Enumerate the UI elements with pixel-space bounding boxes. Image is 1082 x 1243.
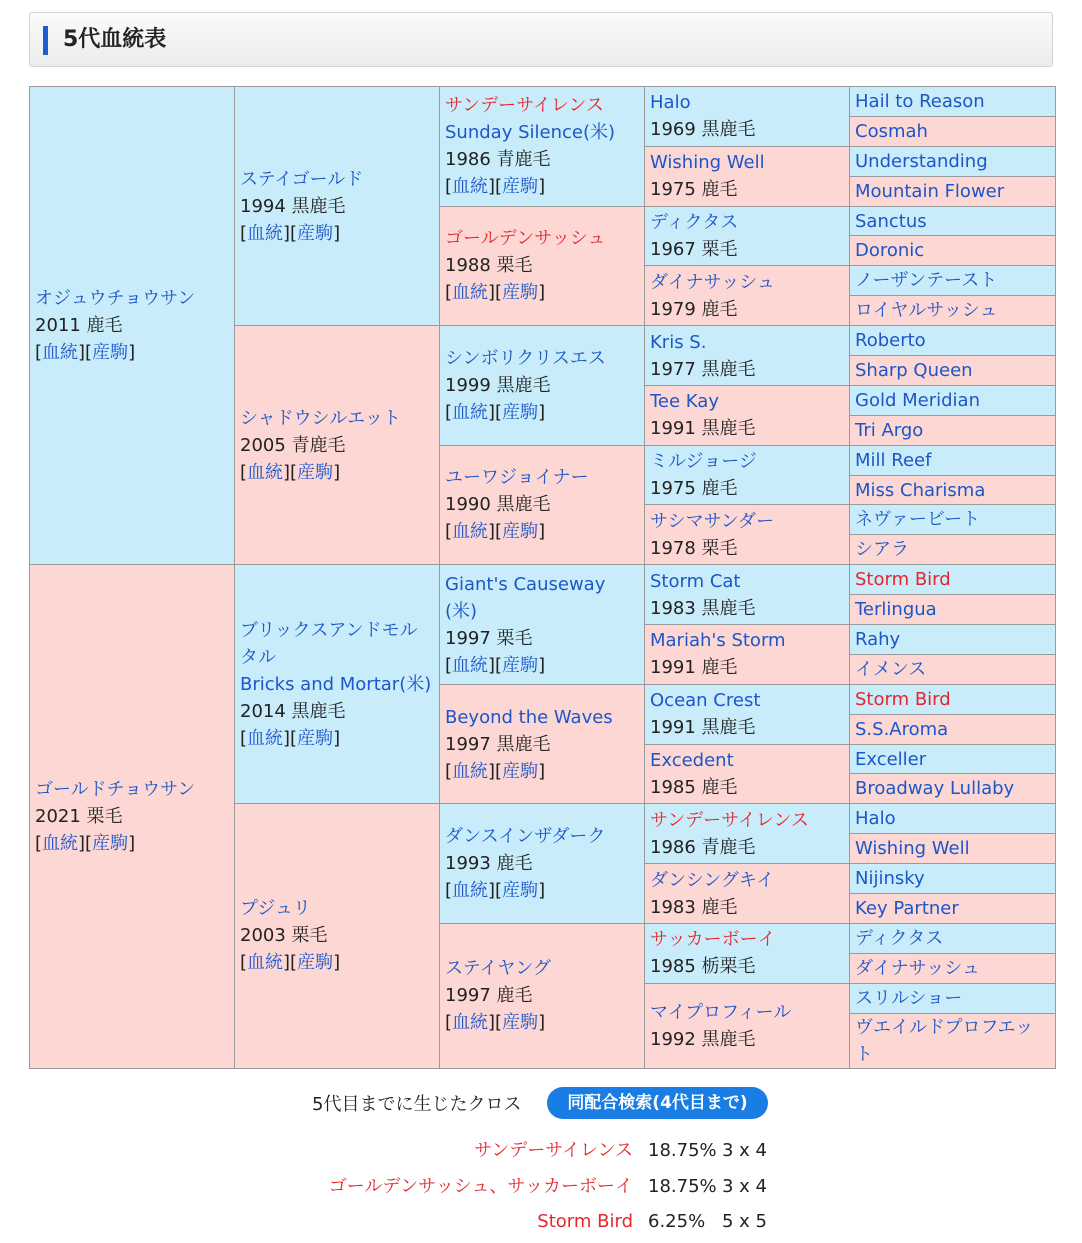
offspring-link[interactable]: 産駒 [502, 282, 539, 304]
horse-cell-g4 [645, 983, 850, 1068]
horse-birth-color: 1977 黒鹿毛 [650, 358, 756, 380]
horse-cell-g5 [850, 804, 1056, 834]
pedigree-link[interactable]: 血統 [452, 654, 489, 676]
horse-birth-color: 1993 鹿毛 [445, 853, 533, 875]
pedigree-link[interactable]: 血統 [452, 760, 489, 782]
horse-birth-color: 1992 黒鹿毛 [650, 1028, 756, 1050]
horse-name-link[interactable]: シアラ [855, 539, 909, 561]
horse-name-link[interactable]: Terlingua [855, 599, 937, 621]
pedigree-link[interactable]: 血統 [452, 521, 489, 543]
pedigree-link[interactable]: 血統 [452, 880, 489, 902]
cross-label: 5代目までに生じたクロス [312, 1094, 522, 1115]
horse-name-link[interactable]: Nijinsky [855, 868, 925, 890]
pedigree-row [30, 565, 1056, 595]
offspring-link[interactable]: 産駒 [297, 461, 334, 483]
offspring-link[interactable]: 産駒 [502, 880, 539, 902]
horse-name-link[interactable]: ゴールドチョウサン [35, 778, 196, 800]
horse-cell-g3 [440, 565, 645, 685]
horse-name-link[interactable]: ステイゴールド [240, 168, 364, 190]
horse-name-link[interactable]: Storm Bird [855, 569, 951, 591]
horse-name-link[interactable]: S.S.Aroma [855, 718, 949, 740]
bracket: ][ [78, 832, 93, 854]
horse-cell-g2 [235, 87, 440, 326]
bracket: [ [240, 222, 248, 244]
horse-birth-color: 1975 鹿毛 [650, 179, 738, 201]
offspring-link[interactable]: 産駒 [502, 654, 539, 676]
horse-cell-g5 [850, 654, 1056, 684]
horse-birth-color: 2003 栗毛 [240, 925, 328, 947]
horse-birth-color: 1967 栗毛 [650, 238, 738, 260]
horse-cell-g1 [30, 87, 235, 565]
pedigree-offspring-links [445, 652, 639, 679]
horse-name-en-link[interactable]: Sunday Silence(米) [445, 122, 615, 144]
cross-percent: 6.25% [648, 1211, 706, 1232]
horse-cell-g5 [850, 475, 1056, 505]
horse-name-link[interactable]: ダイナサッシュ [855, 957, 980, 979]
horse-cell-g5 [850, 1013, 1056, 1068]
horse-birth-color: 1983 鹿毛 [650, 896, 738, 918]
horse-cell-g4 [645, 684, 850, 744]
bracket: ] [333, 222, 341, 244]
bracket: [ [445, 401, 453, 423]
pedigree-offspring-links [445, 279, 639, 306]
horse-cell-g5 [850, 385, 1056, 415]
offspring-link[interactable]: 産駒 [502, 521, 539, 543]
horse-birth-color: 2021 栗毛 [35, 805, 123, 827]
horse-name-link[interactable]: Exceller [855, 748, 927, 770]
bracket: [ [240, 461, 248, 483]
horse-cell-g5 [850, 894, 1056, 924]
horse-name-link[interactable]: Sharp Queen [855, 359, 973, 381]
horse-cell-g5 [850, 505, 1056, 535]
pedigree-offspring-links [240, 725, 434, 752]
horse-name-link[interactable]: Rahy [855, 628, 901, 650]
pedigree-link[interactable]: 血統 [247, 222, 284, 244]
bracket: ] [538, 521, 546, 543]
horse-cell-g5 [850, 326, 1056, 356]
pedigree-offspring-links [35, 339, 229, 366]
horse-birth-color: 1991 黒鹿毛 [650, 418, 756, 440]
pedigree-offspring-links [445, 877, 639, 904]
horse-cell-g5 [850, 983, 1056, 1013]
horse-cell-g5 [850, 595, 1056, 625]
pedigree-link[interactable]: 血統 [452, 282, 489, 304]
bracket: [ [445, 654, 453, 676]
horse-cell-g3 [440, 684, 645, 804]
pedigree-offspring-links [445, 399, 639, 426]
horse-name-link[interactable]: サッカーボーイ [650, 929, 776, 951]
bracket: ][ [488, 401, 503, 423]
bracket: ] [333, 727, 341, 749]
pedigree-offspring-links [35, 830, 229, 857]
bracket: [ [445, 176, 453, 198]
bracket: [ [35, 342, 43, 364]
horse-name-link[interactable]: Hail to Reason [855, 90, 985, 112]
bracket: ][ [283, 727, 298, 749]
horse-cell-g5 [850, 834, 1056, 864]
horse-cell-g5 [850, 146, 1056, 176]
bracket: ] [128, 342, 136, 364]
pedigree-link[interactable]: 血統 [42, 342, 79, 364]
horse-cell-g5 [850, 744, 1056, 774]
bracket: ] [538, 654, 546, 676]
horse-name-link[interactable]: Tri Argo [855, 419, 924, 441]
pedigree-link[interactable]: 血統 [42, 832, 79, 854]
horse-birth-color: 1991 黒鹿毛 [650, 717, 756, 739]
pedigree-offspring-links [445, 758, 639, 785]
horse-cell-g4 [645, 385, 850, 445]
offspring-link[interactable]: 産駒 [502, 401, 539, 423]
offspring-link[interactable]: 産駒 [92, 832, 129, 854]
horse-name-link[interactable]: シャドウシルエット [240, 407, 401, 429]
horse-birth-color: 2005 青鹿毛 [240, 434, 346, 456]
bracket: [ [445, 521, 453, 543]
same-cross-search-button[interactable]: 同配合検索(4代目まで) [547, 1087, 768, 1119]
pedigree-offspring-links [445, 173, 639, 200]
horse-name-link[interactable]: ネヴァービート [855, 509, 981, 531]
horse-birth-color: 1994 黒鹿毛 [240, 195, 346, 217]
bracket: [ [35, 832, 43, 854]
horse-name-link[interactable]: ダンシングキイ [650, 869, 775, 891]
horse-name-link[interactable]: ゴールデンサッシュ [445, 228, 606, 250]
horse-cell-g5 [850, 535, 1056, 565]
horse-cell-g4 [645, 266, 850, 326]
horse-cell-g4 [645, 87, 850, 147]
cross-horse-name: Storm Bird [537, 1211, 633, 1232]
horse-cell-g3 [440, 445, 645, 565]
horse-cell-g4 [645, 505, 850, 565]
bracket: ][ [283, 952, 298, 974]
horse-name-link[interactable]: Sanctus [855, 210, 927, 232]
horse-name-link[interactable]: Gold Meridian [855, 389, 980, 411]
horse-cell-g5 [850, 714, 1056, 744]
horse-birth-color: 1991 鹿毛 [650, 657, 738, 679]
bracket: [ [445, 880, 453, 902]
horse-cell-g5 [850, 565, 1056, 595]
pedigree-link[interactable]: 血統 [247, 727, 284, 749]
horse-cell-g5 [850, 625, 1056, 655]
horse-cell-g1 [30, 565, 235, 1068]
horse-name-link[interactable]: ロイヤルサッシュ [855, 300, 998, 322]
pedigree-offspring-links [240, 459, 434, 486]
cross-percent: 18.75% [648, 1140, 717, 1161]
horse-name-link[interactable]: マイプロフィール [650, 1001, 792, 1023]
horse-name-link[interactable]: サシマサンダー [650, 510, 775, 532]
bracket: ][ [78, 342, 93, 364]
horse-birth-color: 1986 青鹿毛 [650, 836, 756, 858]
horse-name-link[interactable]: ダンスインザダーク [445, 826, 606, 848]
bracket: ][ [488, 654, 503, 676]
bracket: ] [333, 461, 341, 483]
cross-generation: 5 x 5 [722, 1211, 767, 1232]
horse-name-link[interactable]: ディクタス [855, 927, 944, 949]
offspring-link[interactable]: 産駒 [92, 342, 129, 364]
offspring-link[interactable]: 産駒 [502, 1012, 539, 1034]
horse-name-link[interactable]: Storm Cat [650, 570, 741, 592]
horse-name-en-link[interactable]: Bricks and Mortar(米) [240, 673, 432, 695]
horse-name-link[interactable]: ダイナサッシュ [650, 271, 775, 293]
pedigree-link[interactable]: 血統 [452, 1012, 489, 1034]
bracket: ] [538, 880, 546, 902]
horse-birth-color: 2011 鹿毛 [35, 315, 123, 337]
horse-name-link[interactable]: Miss Charisma [855, 479, 986, 501]
horse-cell-g3 [440, 804, 645, 924]
horse-name-link[interactable]: Kris S. [650, 331, 707, 353]
bracket: ][ [488, 1012, 503, 1034]
bracket: ][ [488, 176, 503, 198]
horse-cell-g2 [235, 565, 440, 804]
horse-birth-color: 1997 栗毛 [445, 627, 533, 649]
horse-cell-g3 [440, 206, 645, 326]
horse-name-link[interactable]: サンデーサイレンス [650, 809, 809, 831]
horse-cell-g4 [645, 565, 850, 625]
horse-birth-color: 1990 黒鹿毛 [445, 494, 551, 516]
bracket: ] [128, 832, 136, 854]
horse-name-link[interactable]: Halo [855, 808, 896, 830]
horse-cell-g3 [440, 87, 645, 207]
horse-birth-color: 1986 青鹿毛 [445, 149, 551, 171]
bracket: ] [538, 760, 546, 782]
horse-name-link[interactable]: ミルジョージ [650, 451, 757, 473]
horse-name-link[interactable]: ヴエイルドプロフエット [855, 1016, 1034, 1065]
horse-cell-g4 [645, 923, 850, 983]
horse-name-link[interactable]: ユーワジョイナー [445, 467, 589, 489]
pedigree-offspring-links [445, 518, 639, 545]
page-title: 5代血統表 [63, 27, 167, 52]
cross-generation: 3 x 4 [722, 1140, 767, 1161]
horse-cell-g4 [645, 146, 850, 206]
horse-name-link[interactable]: Mariah's Storm [650, 630, 786, 652]
horse-name-link[interactable]: Storm Bird [855, 688, 951, 710]
cross-horse-name: サンデーサイレンス [474, 1140, 633, 1161]
bracket: ] [538, 176, 546, 198]
pedigree-link[interactable]: 血統 [452, 176, 489, 198]
horse-name-link[interactable]: Giant's Causeway (米) [445, 573, 606, 622]
horse-name-link[interactable]: ノーザンテースト [855, 270, 998, 292]
horse-birth-color: 1985 鹿毛 [650, 776, 738, 798]
horse-cell-g5 [850, 266, 1056, 296]
cross-row [0, 1137, 1082, 1165]
horse-cell-g4 [645, 744, 850, 804]
bracket: ][ [283, 461, 298, 483]
horse-name-link[interactable]: オジュウチョウサン [35, 288, 196, 310]
horse-birth-color: 1985 栃栗毛 [650, 956, 756, 978]
horse-cell-g5 [850, 116, 1056, 146]
pedigree-table [29, 86, 1056, 1069]
horse-name-link[interactable]: Excedent [650, 749, 734, 771]
section-header [29, 12, 1053, 67]
horse-name-link[interactable]: Tee Kay [650, 391, 719, 413]
horse-name-link[interactable]: Broadway Lullaby [855, 778, 1015, 800]
pedigree-link[interactable]: 血統 [247, 461, 284, 483]
horse-name-link[interactable]: シンボリクリスエス [445, 347, 606, 369]
horse-name-link[interactable]: Cosmah [855, 120, 928, 142]
horse-birth-color: 1983 黒鹿毛 [650, 597, 756, 619]
cross-percent: 18.75% [648, 1176, 717, 1197]
horse-name-link[interactable]: Roberto [855, 330, 926, 352]
bracket: ] [538, 401, 546, 423]
bracket: ][ [488, 760, 503, 782]
cross-row [0, 1208, 1082, 1236]
horse-birth-color: 1969 黒鹿毛 [650, 119, 756, 141]
horse-name-link[interactable]: Mill Reef [855, 449, 932, 471]
horse-cell-g5 [850, 923, 1056, 953]
offspring-link[interactable]: 産駒 [502, 760, 539, 782]
horse-name-link[interactable]: ディクタス [650, 211, 739, 233]
bracket: ][ [488, 282, 503, 304]
horse-cell-g2 [235, 804, 440, 1068]
bracket: ][ [488, 521, 503, 543]
horse-cell-g5 [850, 684, 1056, 714]
cross-generation: 3 x 4 [722, 1176, 767, 1197]
horse-name-link[interactable]: Wishing Well [855, 838, 970, 860]
horse-name-link[interactable]: Mountain Flower [855, 180, 1005, 202]
horse-name-link[interactable]: Key Partner [855, 897, 959, 919]
pedigree-offspring-links [240, 949, 434, 976]
horse-name-link[interactable]: ブリックスアンドモルタル [240, 619, 418, 668]
bracket: [ [445, 1012, 453, 1034]
horse-cell-g3 [440, 923, 645, 1068]
horse-birth-color: 1997 黒鹿毛 [445, 733, 551, 755]
horse-cell-g5 [850, 176, 1056, 206]
pedigree-link[interactable]: 血統 [452, 401, 489, 423]
horse-name-link[interactable]: Halo [650, 92, 691, 114]
bracket: ][ [488, 880, 503, 902]
horse-name-link[interactable]: プジュリ [240, 898, 311, 920]
pedigree-offspring-links [445, 1009, 639, 1036]
bracket: [ [240, 727, 248, 749]
cross-row [0, 1173, 1082, 1201]
horse-name-link[interactable]: サンデーサイレンス [445, 95, 604, 117]
horse-cell-g4 [645, 625, 850, 685]
bracket: ] [333, 952, 341, 974]
horse-cell-g5 [850, 864, 1056, 894]
horse-cell-g5 [850, 87, 1056, 117]
bracket: [ [240, 952, 248, 974]
horse-cell-g4 [645, 206, 850, 266]
bracket: [ [445, 760, 453, 782]
horse-cell-g4 [645, 804, 850, 864]
horse-name-link[interactable]: Beyond the Waves [445, 706, 613, 728]
horse-cell-g5 [850, 953, 1056, 983]
horse-birth-color: 1988 栗毛 [445, 255, 533, 277]
offspring-link[interactable]: 産駒 [297, 222, 334, 244]
bracket: [ [445, 282, 453, 304]
horse-name-link[interactable]: Doronic [855, 240, 925, 262]
horse-cell-g3 [440, 326, 645, 446]
horse-birth-color: 1979 鹿毛 [650, 298, 738, 320]
bracket: ] [538, 282, 546, 304]
horse-name-link[interactable]: イメンス [855, 658, 927, 680]
horse-cell-g5 [850, 206, 1056, 236]
horse-birth-color: 1999 黒鹿毛 [445, 374, 551, 396]
offspring-link[interactable]: 産駒 [297, 952, 334, 974]
horse-birth-color: 1997 鹿毛 [445, 985, 533, 1007]
pedigree-offspring-links [240, 220, 434, 247]
pedigree-link[interactable]: 血統 [247, 952, 284, 974]
horse-cell-g5 [850, 236, 1056, 266]
header-accent-bar [43, 26, 48, 55]
bracket: ] [538, 1012, 546, 1034]
horse-name-link[interactable]: Understanding [855, 150, 988, 172]
horse-birth-color: 1975 鹿毛 [650, 478, 738, 500]
horse-cell-g5 [850, 774, 1056, 804]
offspring-link[interactable]: 産駒 [502, 176, 539, 198]
bracket: ][ [283, 222, 298, 244]
pedigree-row [30, 87, 1056, 117]
horse-cell-g4 [645, 326, 850, 386]
horse-cell-g5 [850, 356, 1056, 386]
offspring-link[interactable]: 産駒 [297, 727, 334, 749]
horse-name-link[interactable]: ステイヤング [445, 958, 551, 980]
horse-name-link[interactable]: Ocean Crest [650, 690, 761, 712]
horse-name-link[interactable]: Wishing Well [650, 152, 765, 174]
horse-cell-g5 [850, 296, 1056, 326]
horse-name-link[interactable]: スリルショー [855, 987, 963, 1009]
cross-horse-name: ゴールデンサッシュ、サッカーボーイ [328, 1176, 633, 1197]
horse-cell-g5 [850, 415, 1056, 445]
horse-cell-g4 [645, 445, 850, 505]
horse-cell-g2 [235, 326, 440, 565]
horse-birth-color: 2014 黒鹿毛 [240, 700, 346, 722]
horse-cell-g4 [645, 864, 850, 924]
horse-cell-g5 [850, 445, 1056, 475]
horse-birth-color: 1978 栗毛 [650, 537, 738, 559]
